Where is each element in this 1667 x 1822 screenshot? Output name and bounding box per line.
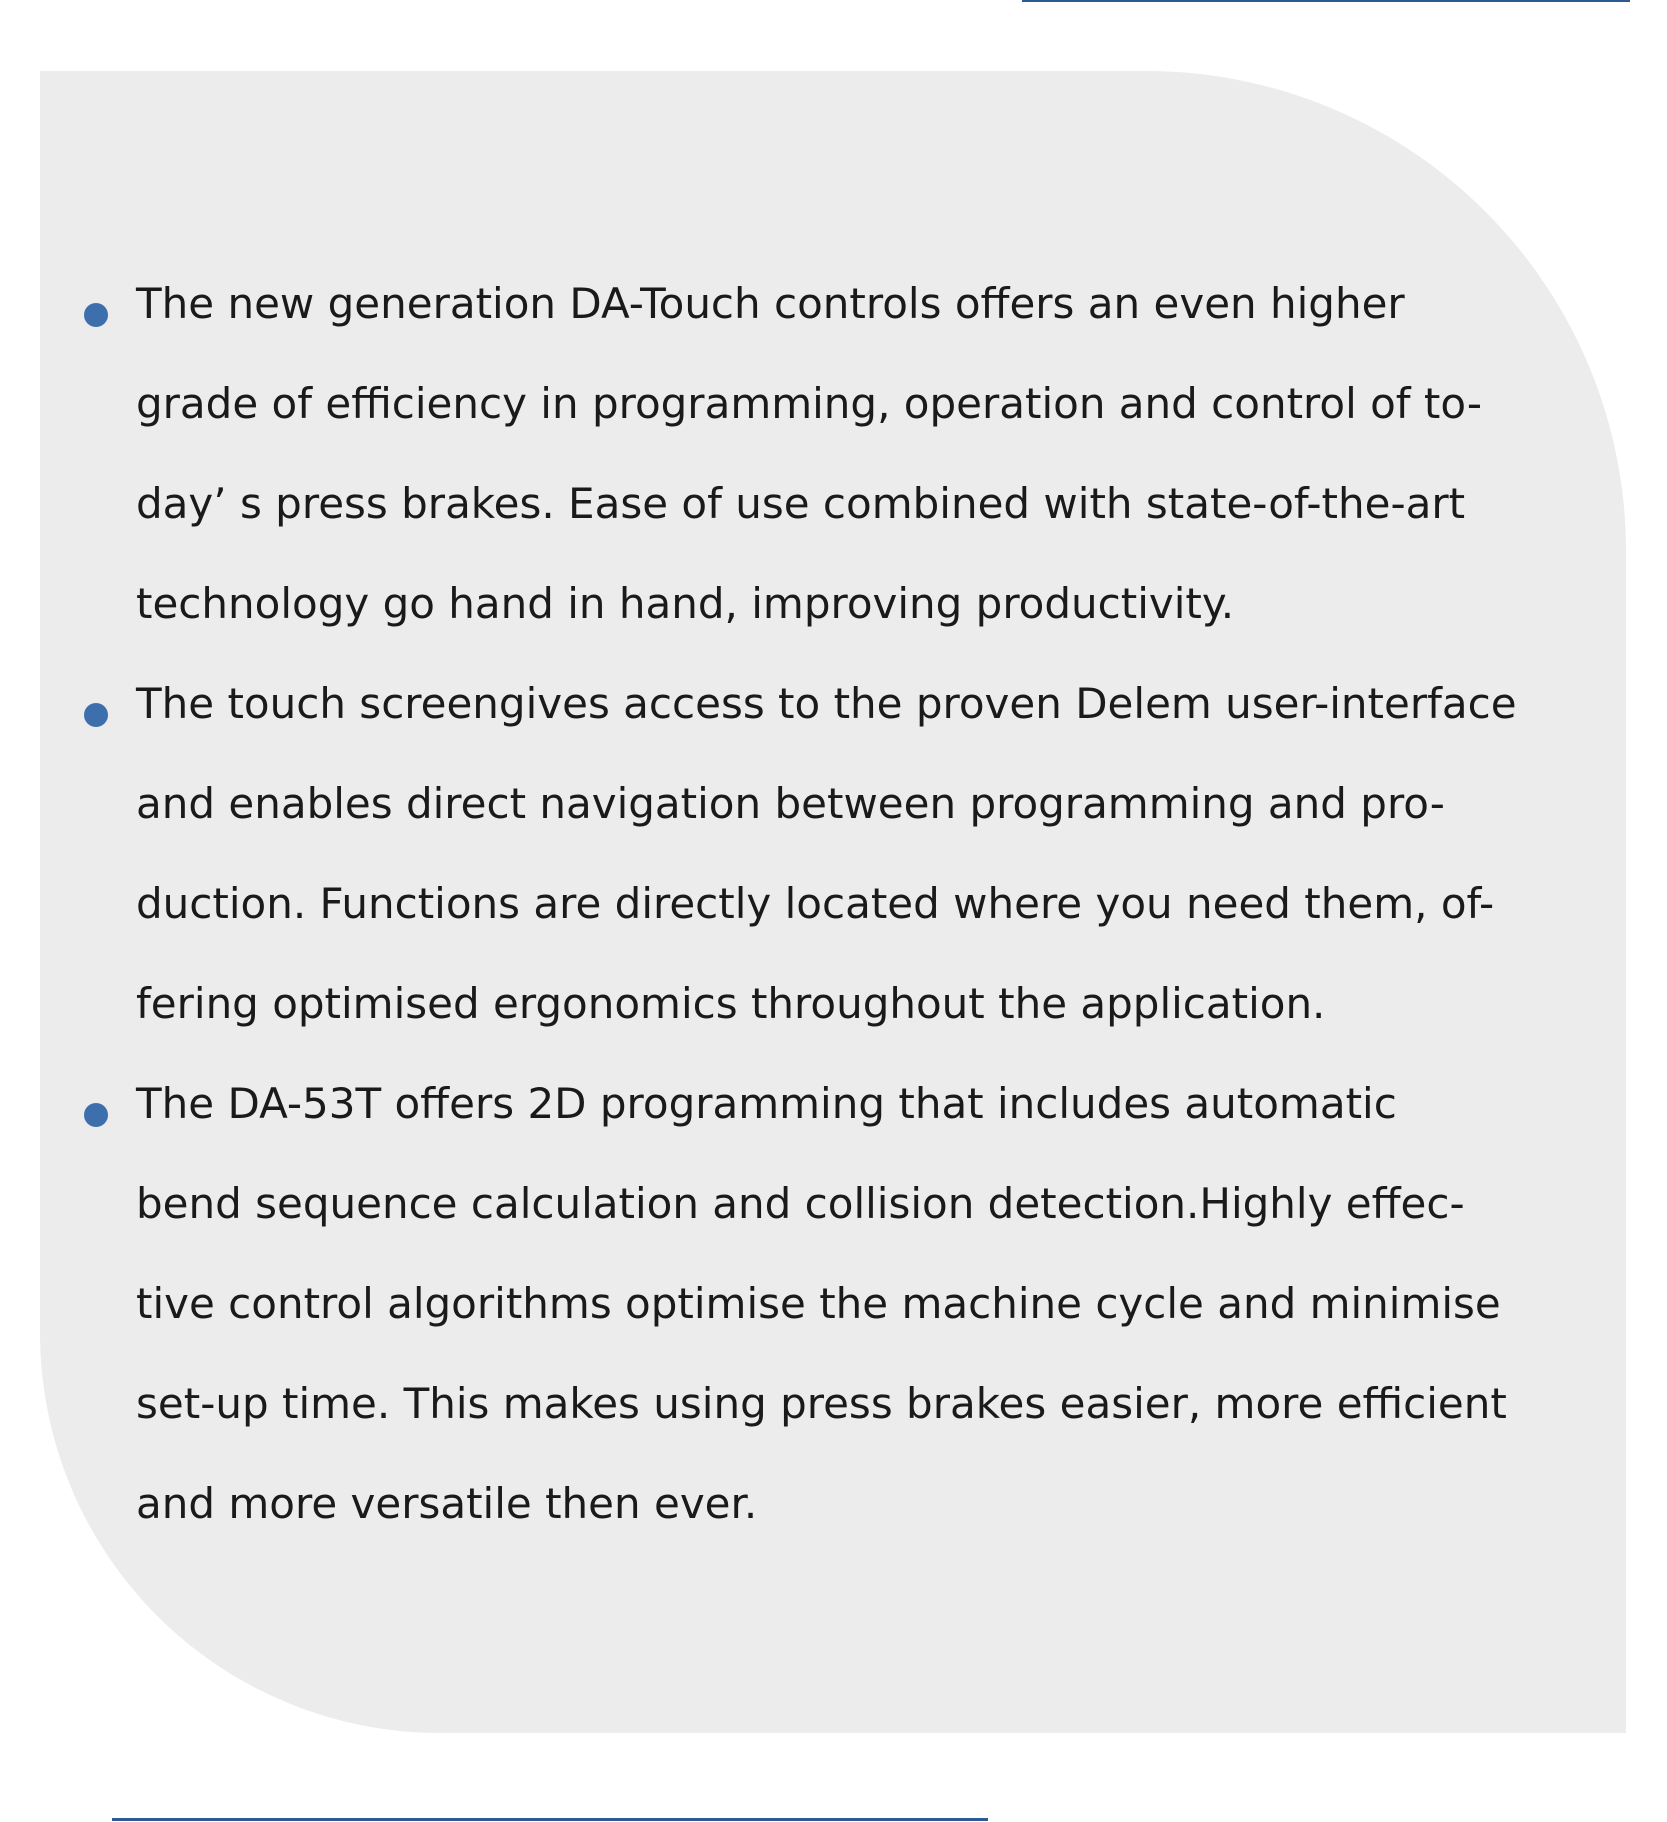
- bullet-text: The touch screengives access to the proven Delem user-interface and enables direct navigation between programming and pro- duction. Functions are directly located where you need them, of- fering optimised ergonomics throughout the application.: [136, 679, 1517, 1028]
- bottom-accent-line: [112, 1818, 988, 1821]
- bullet-text: The new generation DA-Touch controls offers an even higher grade of efficiency in programming, operation and control of to- day’ s press brakes. Ease of use combined with state-of-the-art technology go hand in hand, improving productivity.: [136, 279, 1483, 628]
- top-accent-line: [1022, 0, 1630, 2]
- feature-card: [40, 71, 1626, 1733]
- bullet-dot-icon: [84, 1103, 108, 1127]
- bullet-text: The DA-53T offers 2D programming that includes automatic bend sequence calculation and collision detection.Highly effec- tive control algorithms optimise the machine cycle and minimise set-up time. This makes using press brakes easier, more efficient and more versatile then ever.: [136, 1079, 1507, 1528]
- bullet-dot-icon: [84, 303, 108, 327]
- bullet-dot-icon: [84, 703, 108, 727]
